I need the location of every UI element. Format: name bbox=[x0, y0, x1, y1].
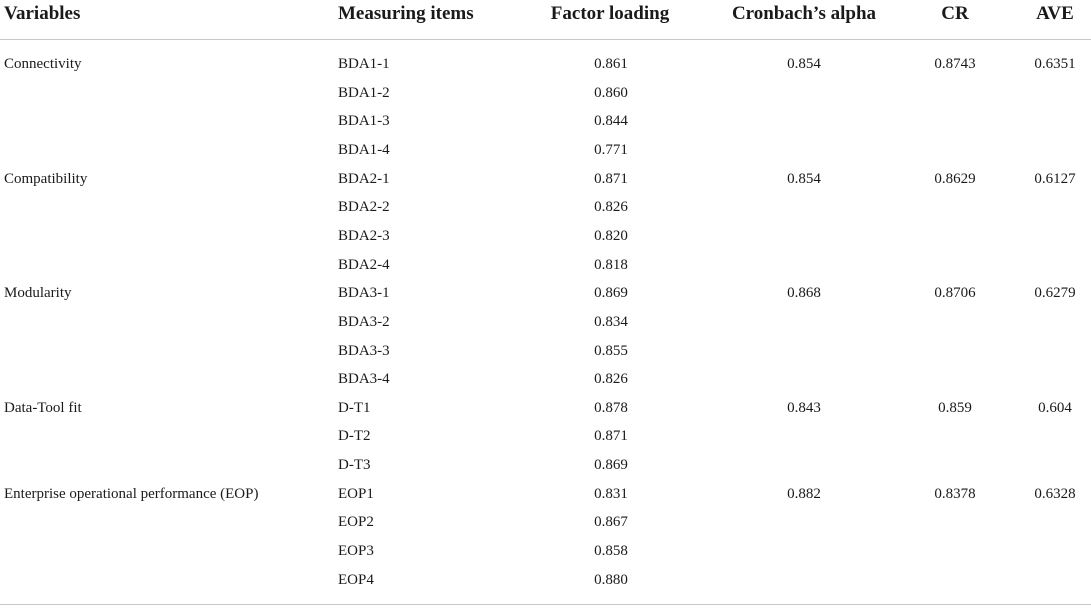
ave-value: 0.604 bbox=[1038, 400, 1072, 416]
cronbach-alpha-value: 0.854 bbox=[787, 56, 821, 72]
cr-value: 0.8706 bbox=[934, 285, 976, 301]
factor-loading-value: 0.880 bbox=[594, 572, 628, 588]
ave-value: 0.6351 bbox=[1034, 56, 1076, 72]
cronbach-alpha-value: 0.854 bbox=[787, 171, 821, 187]
measuring-item: D-T2 bbox=[338, 428, 371, 444]
cr-value: 0.8743 bbox=[934, 56, 976, 72]
factor-loading-value: 0.871 bbox=[594, 428, 628, 444]
ave-value: 0.6328 bbox=[1034, 486, 1076, 502]
measuring-item: BDA2-3 bbox=[338, 228, 390, 244]
variable-name: Modularity bbox=[4, 285, 72, 301]
ave-value: 0.6127 bbox=[1034, 171, 1076, 187]
measuring-item: D-T1 bbox=[338, 400, 371, 416]
factor-loading-value: 0.844 bbox=[594, 113, 628, 129]
factor-loading-value: 0.871 bbox=[594, 171, 628, 187]
cr-value: 0.8378 bbox=[934, 486, 976, 502]
header-measuring-items: Measuring items bbox=[338, 3, 474, 24]
variable-name: Connectivity bbox=[4, 56, 82, 72]
factor-loading-value: 0.858 bbox=[594, 543, 628, 559]
measuring-item: D-T3 bbox=[338, 457, 371, 473]
header-variables: Variables bbox=[4, 3, 81, 24]
factor-loading-value: 0.855 bbox=[594, 343, 628, 359]
variable-name: Data-Tool fit bbox=[4, 400, 82, 416]
factor-loading-value: 0.826 bbox=[594, 199, 628, 215]
measuring-item: BDA2-4 bbox=[338, 257, 390, 273]
header-factor-loading: Factor loading bbox=[550, 3, 670, 24]
measuring-item: BDA3-3 bbox=[338, 343, 390, 359]
header-ave: AVE bbox=[1036, 3, 1074, 24]
measuring-item: EOP1 bbox=[338, 486, 374, 502]
factor-loading-value: 0.820 bbox=[594, 228, 628, 244]
header-divider bbox=[0, 39, 1091, 40]
measuring-item: EOP4 bbox=[338, 572, 374, 588]
measuring-item: BDA3-4 bbox=[338, 371, 390, 387]
variable-name: Enterprise operational performance (EOP) bbox=[4, 486, 259, 502]
measuring-item: BDA3-1 bbox=[338, 285, 390, 301]
factor-loading-value: 0.878 bbox=[594, 400, 628, 416]
cr-value: 0.8629 bbox=[934, 171, 976, 187]
measuring-item: BDA2-1 bbox=[338, 171, 390, 187]
factor-loading-value: 0.860 bbox=[594, 85, 628, 101]
factor-loading-value: 0.869 bbox=[594, 285, 628, 301]
measuring-item: BDA1-1 bbox=[338, 56, 390, 72]
measuring-item: EOP3 bbox=[338, 543, 374, 559]
ave-value: 0.6279 bbox=[1034, 285, 1076, 301]
table-bottom-divider bbox=[0, 604, 1091, 605]
factor-loading-value: 0.818 bbox=[594, 257, 628, 273]
measuring-item: BDA1-4 bbox=[338, 142, 390, 158]
cronbach-alpha-value: 0.843 bbox=[787, 400, 821, 416]
measuring-item: BDA1-3 bbox=[338, 113, 390, 129]
header-cronbach-alpha: Cronbach’s alpha bbox=[731, 3, 877, 24]
measuring-item: BDA2-2 bbox=[338, 199, 390, 215]
measuring-item: BDA3-2 bbox=[338, 314, 390, 330]
factor-loading-value: 0.826 bbox=[594, 371, 628, 387]
factor-loading-value: 0.869 bbox=[594, 457, 628, 473]
factor-loading-value: 0.834 bbox=[594, 314, 628, 330]
header-cr: CR bbox=[941, 3, 969, 24]
variable-name: Compatibility bbox=[4, 171, 88, 187]
factor-loading-value: 0.831 bbox=[594, 486, 628, 502]
factor-loading-value: 0.861 bbox=[594, 56, 628, 72]
cr-value: 0.859 bbox=[938, 400, 972, 416]
cronbach-alpha-value: 0.882 bbox=[787, 486, 821, 502]
measuring-item: EOP2 bbox=[338, 514, 374, 530]
cronbach-alpha-value: 0.868 bbox=[787, 285, 821, 301]
factor-loading-value: 0.771 bbox=[594, 142, 628, 158]
measuring-item: BDA1-2 bbox=[338, 85, 390, 101]
factor-loading-value: 0.867 bbox=[594, 514, 628, 530]
